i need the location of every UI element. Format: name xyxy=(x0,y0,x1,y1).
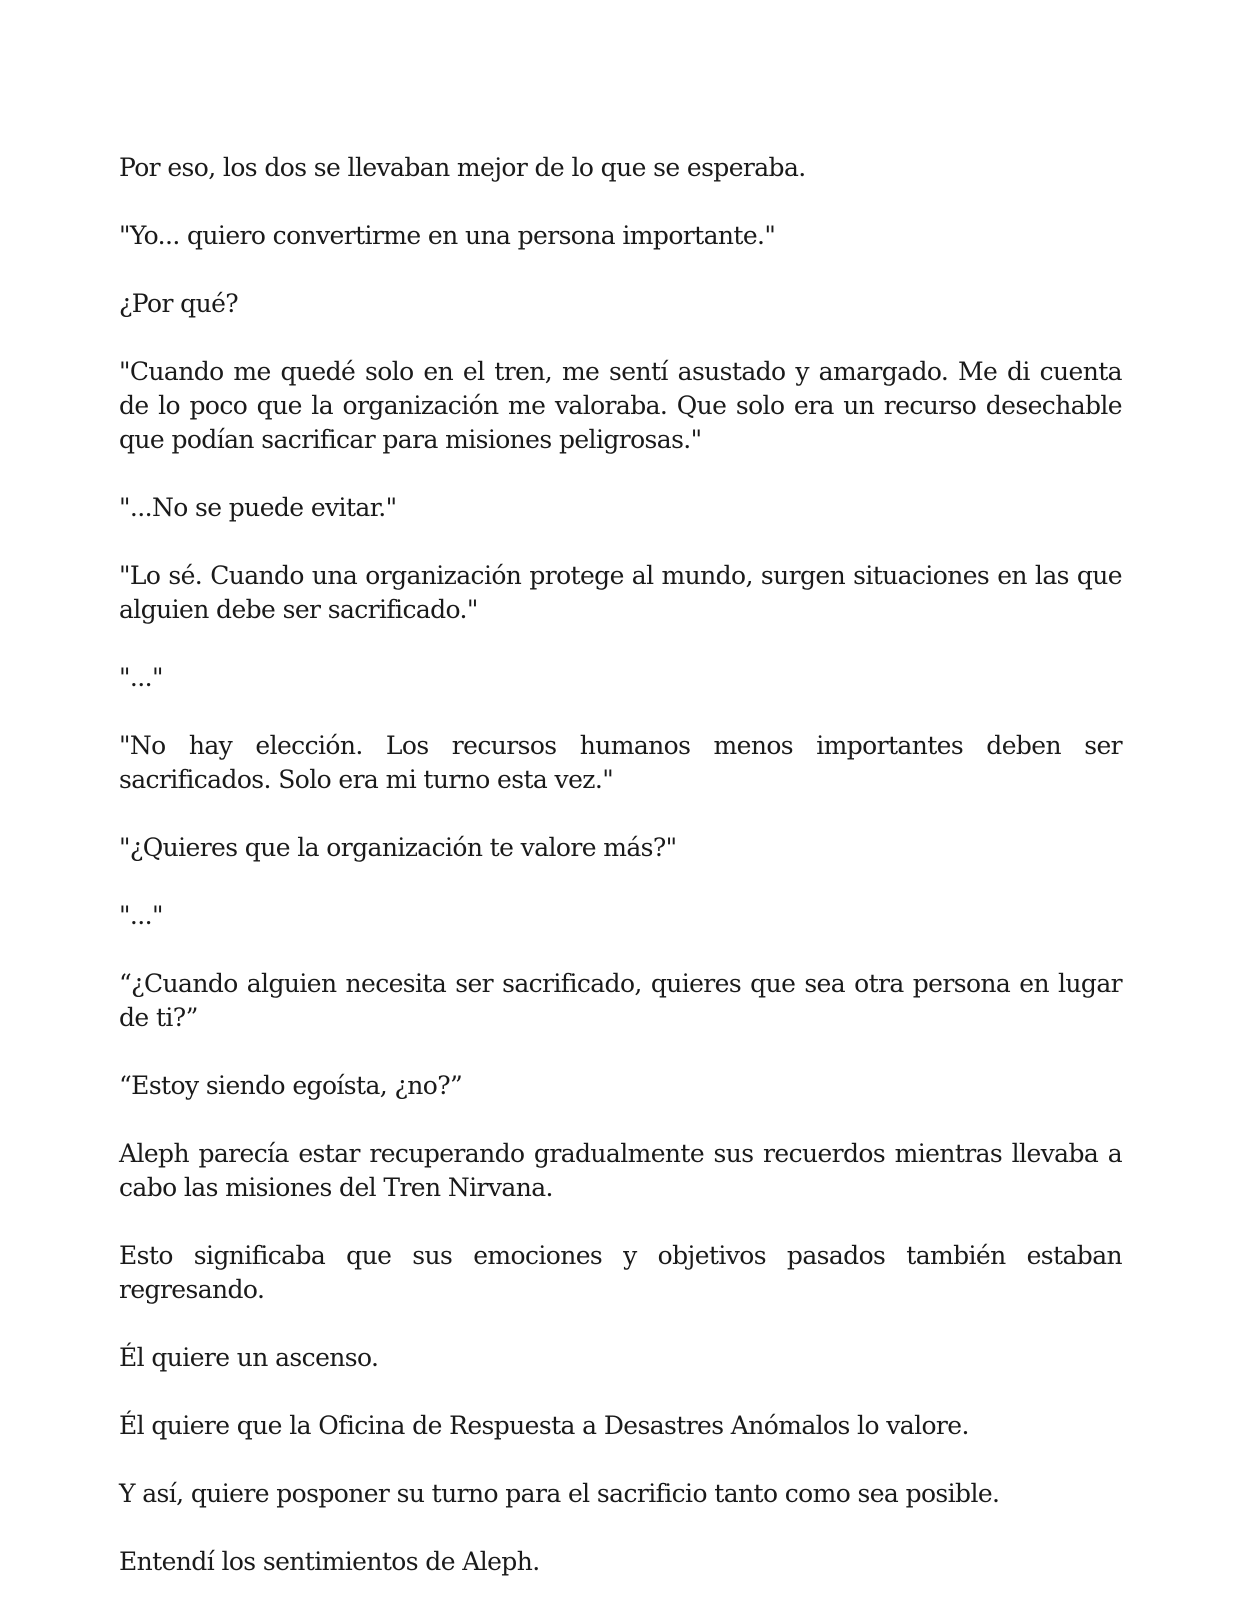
paragraph: “Estoy siendo egoísta, ¿no?” xyxy=(119,1071,463,1100)
paragraph: Entendí los sentimientos de Aleph. xyxy=(119,1547,540,1576)
paragraph: Él quiere un ascenso. xyxy=(119,1343,379,1372)
paragraph: "Lo sé. Cuando una organización protege al mundo, surgen situaciones en las que alguien debe ser sacrificado." xyxy=(119,561,1122,624)
paragraph: “¿Cuando alguien necesita ser sacrificado, quieres que sea otra persona en lugar de ti?” xyxy=(119,969,1122,1032)
paragraph: "¿Quieres que la organización te valore más?" xyxy=(119,833,677,862)
paragraph: "No hay elección. Los recursos humanos menos importantes deben ser sacrificados. Solo era mi turno esta vez." xyxy=(119,731,1122,794)
document-body xyxy=(119,151,1122,1613)
paragraph: "...No se puede evitar." xyxy=(119,493,397,522)
paragraph: Él quiere que la Oficina de Respuesta a Desastres Anómalos lo valore. xyxy=(119,1411,969,1440)
paragraph: Aleph parecía estar recuperando gradualmente sus recuerdos mientras llevaba a cabo las misiones del Tren Nirvana. xyxy=(119,1139,1122,1202)
paragraph: Y así, quiere posponer su turno para el sacrificio tanto como sea posible. xyxy=(119,1479,1000,1508)
paragraph: "..." xyxy=(119,663,163,692)
paragraph: Esto significaba que sus emociones y objetivos pasados también estaban regresando. xyxy=(119,1241,1122,1304)
paragraph: Por eso, los dos se llevaban mejor de lo que se esperaba. xyxy=(119,153,806,182)
paragraph: ¿Por qué? xyxy=(119,289,239,318)
paragraph: "Yo... quiero convertirme en una persona importante." xyxy=(119,221,776,250)
paragraph: "..." xyxy=(119,901,163,930)
paragraph: "Cuando me quedé solo en el tren, me sentí asustado y amargado. Me di cuenta de lo poco que la organización me valoraba. Que solo era un recurso desechable que podían sacrificar para misiones peligrosas." xyxy=(119,357,1122,454)
